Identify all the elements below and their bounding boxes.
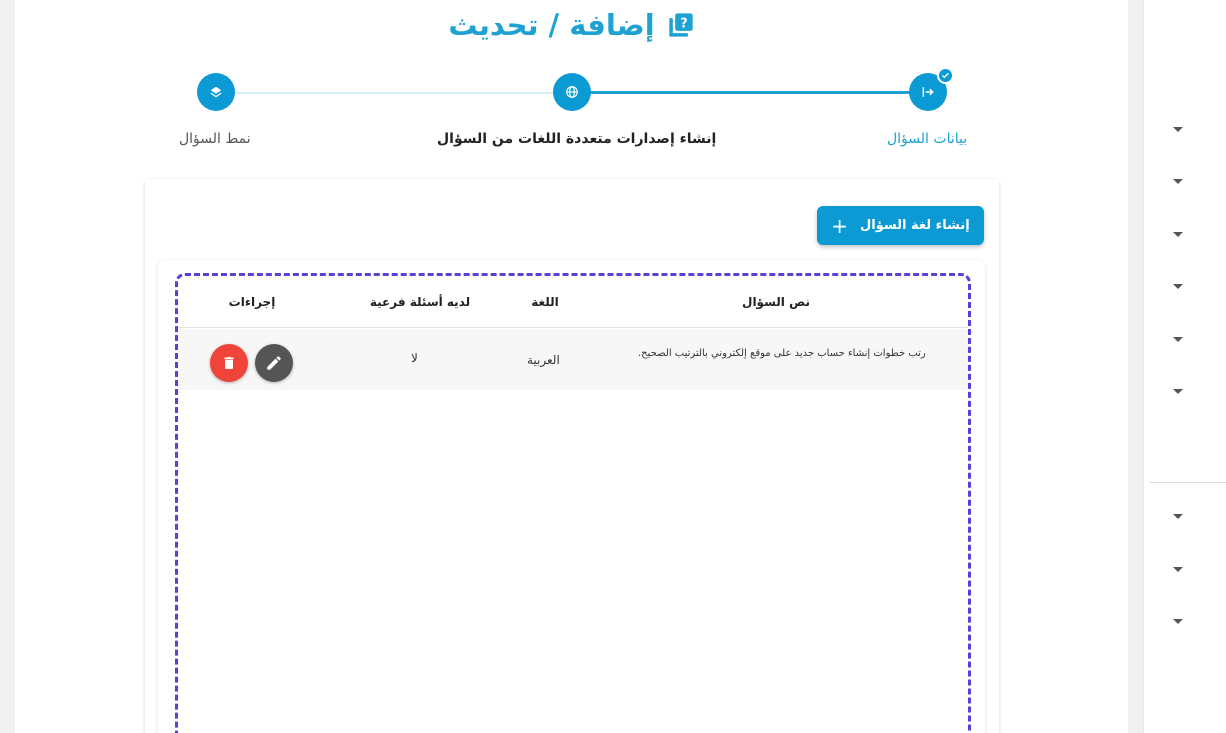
sidebar-caret-down-icon[interactable] [1173, 567, 1183, 572]
cell-language: العربية [527, 353, 560, 367]
delete-button[interactable] [210, 344, 248, 382]
globe-icon [565, 85, 579, 99]
layers-icon [209, 85, 223, 99]
page-title [0, 8, 1143, 46]
table-row [178, 329, 968, 390]
page-title-text: إضافة / تحديث [448, 8, 655, 42]
stepper-line-completed [572, 91, 928, 94]
pencil-icon [265, 354, 283, 372]
column-header-question-text: نص السؤال [742, 295, 810, 309]
add-question-language-button[interactable] [817, 206, 984, 245]
column-header-has-sub-questions: لديه أسئلة فرعية [369, 295, 471, 309]
question-book-icon [667, 11, 695, 39]
sidebar-caret-down-icon[interactable] [1173, 284, 1183, 289]
sidebar-caret-down-icon[interactable] [1173, 337, 1183, 342]
step-label-question-type: نمط السؤال [179, 131, 251, 147]
cell-has-sub-questions: لا [411, 351, 418, 365]
stepper-line-pending [216, 92, 572, 94]
check-icon [937, 67, 954, 84]
step-question-type[interactable] [197, 73, 235, 111]
step-label-question-data: بيانات السؤال [887, 131, 968, 147]
column-header-language: اللغة [531, 295, 559, 309]
cell-question-text: رتب خطوات إنشاء حساب جديد على موقع إلكتروني بالترتيب الصحيح. [638, 348, 926, 359]
sidebar-caret-down-icon[interactable] [1173, 127, 1183, 132]
column-header-actions: إجراءات [228, 295, 276, 309]
sidebar-caret-down-icon[interactable] [1173, 179, 1183, 184]
step-label-multilingual: إنشاء إصدارات متعددة اللغات من السؤال [437, 131, 717, 147]
trash-icon [221, 355, 237, 371]
svg-text:?: ? [679, 16, 688, 32]
login-arrow-icon [921, 85, 935, 99]
sidebar-caret-down-icon[interactable] [1173, 389, 1183, 394]
add-button-label: إنشاء لغة السؤال [860, 218, 970, 233]
sidebar-caret-down-icon[interactable] [1173, 514, 1183, 519]
sidebar-divider [1150, 482, 1226, 483]
step-multilingual[interactable] [553, 73, 591, 111]
edit-button[interactable] [255, 344, 293, 382]
sidebar-caret-down-icon[interactable] [1173, 619, 1183, 624]
right-sidebar [1143, 0, 1226, 733]
table-header [178, 276, 968, 328]
plus-icon: + [831, 213, 849, 238]
sidebar-caret-down-icon[interactable] [1173, 232, 1183, 237]
